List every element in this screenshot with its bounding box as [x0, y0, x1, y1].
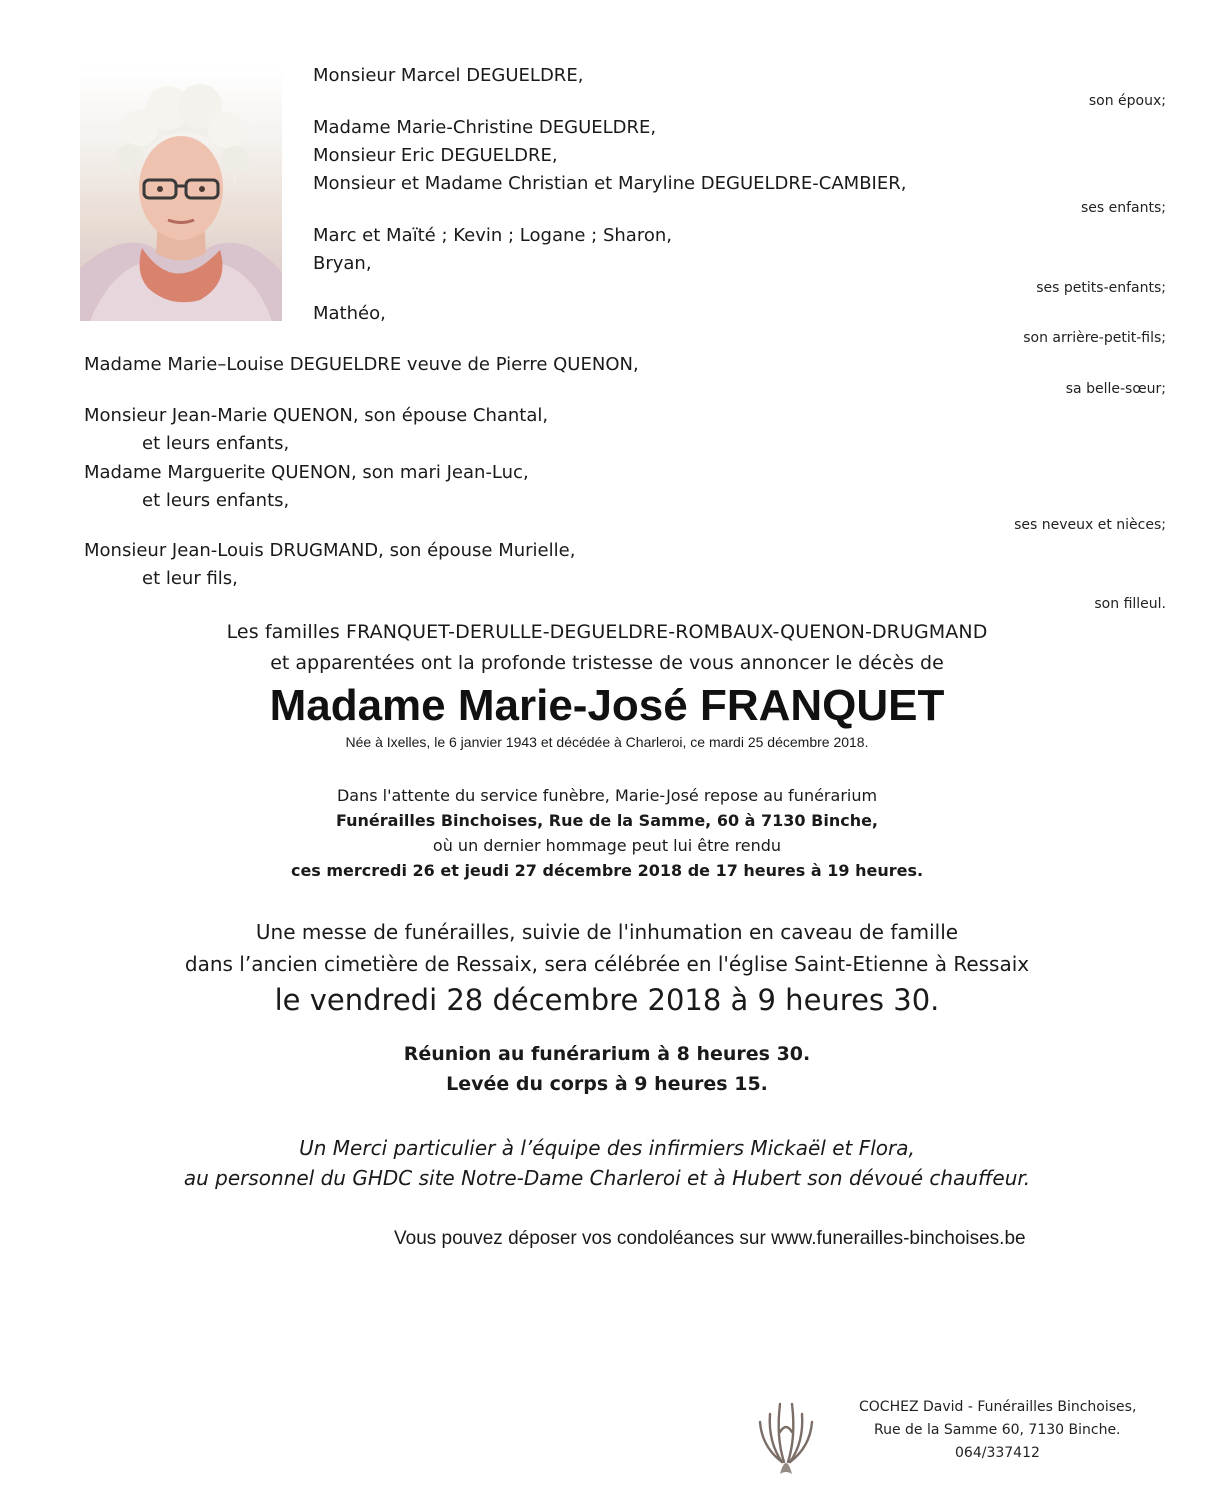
family-line-nephew-1: Monsieur Jean-Marie QUENON, son épouse Chantal,: [84, 405, 549, 426]
family-line-great-grandchild: Mathéo,: [313, 303, 386, 324]
family-line-niece-1-children: et leurs enfants,: [142, 490, 290, 511]
visitation-dates: ces mercredi 26 et jeudi 27 décembre 2018 de 17 heures à 19 heures.: [290, 861, 924, 880]
family-line-niece-1: Madame Marguerite QUENON, son mari Jean-Luc,: [84, 462, 529, 483]
family-line-godson: Monsieur Jean-Louis DRUGMAND, son épouse Murielle,: [84, 540, 576, 561]
portrait-photo: [80, 68, 282, 321]
visitation-tribute: où un dernier hommage peut lui être rendu: [432, 836, 782, 855]
schedule-departure: Levée du corps à 9 heures 15.: [446, 1073, 768, 1095]
relation-grandchildren: ses petits-enfants;: [1036, 280, 1166, 296]
visitation-intro: Dans l'attente du service funèbre, Marie-José repose au funérarium: [336, 786, 878, 805]
family-line-spouse: Monsieur Marcel DEGUELDRE,: [313, 65, 584, 86]
family-line-grandchildren-2: Bryan,: [313, 253, 372, 274]
announcement-families: Les familles FRANQUET-DERULLE-DEGUELDRE-ROMBAUX-QUENON-DRUGMAND: [226, 621, 988, 643]
birth-death-details: Née à Ixelles, le 6 janvier 1943 et décédée à Charleroi, ce mardi 25 décembre 2018.: [345, 734, 869, 750]
relation-nephews-nieces: ses neveux et nièces;: [1014, 517, 1166, 533]
phoenix-logo-icon: [752, 1392, 820, 1480]
family-line-child-2: Monsieur Eric DEGUELDRE,: [313, 145, 558, 166]
family-line-grandchildren-1: Marc et Maïté ; Kevin ; Logane ; Sharon,: [313, 225, 672, 246]
relation-spouse: son époux;: [1088, 93, 1166, 109]
relation-sister-in-law: sa belle-sœur;: [1065, 381, 1166, 397]
family-line-child-1: Madame Marie-Christine DEGUELDRE,: [313, 117, 657, 138]
schedule-gathering: Réunion au funérarium à 8 heures 30.: [403, 1043, 811, 1065]
relation-great-grandchild: son arrière-petit-fils;: [1023, 330, 1166, 346]
announcement-intro: et apparentées ont la profonde tristesse de vous annoncer le décès de: [270, 652, 944, 674]
relation-godson: son filleul.: [1094, 596, 1166, 612]
family-line-sister-in-law: Madame Marie–Louise DEGUELDRE veuve de Pierre QUENON,: [84, 354, 639, 375]
footer-phone: 064/337412: [955, 1445, 1040, 1461]
thanks-staff: au personnel du GHDC site Notre-Dame Charleroi et à Hubert son dévoué chauffeur.: [183, 1166, 1031, 1190]
relation-children: ses enfants;: [1080, 200, 1166, 216]
thanks-nurses: Un Merci particulier à l’équipe des infirmiers Mickaël et Flora,: [299, 1136, 915, 1160]
family-line-nephew-1-children: et leurs enfants,: [142, 433, 290, 454]
deceased-name: Madame Marie-José FRANQUET: [269, 681, 945, 730]
family-line-godson-son: et leur fils,: [142, 568, 238, 589]
footer-company: COCHEZ David - Funérailles Binchoises,: [859, 1399, 1137, 1415]
mass-intro: Une messe de funérailles, suivie de l'inhumation en caveau de famille: [255, 920, 959, 944]
mass-location: dans l’ancien cimetière de Ressaix, sera célébrée en l'église Saint-Etienne à Ressaix: [184, 952, 1030, 976]
condolences-link[interactable]: Vous pouvez déposer vos condoléances sur www.funerailles-binchoises.be: [394, 1228, 1026, 1249]
visitation-address: Funérailles Binchoises, Rue de la Samme, 60 à 7130 Binche,: [335, 811, 879, 830]
footer-address: Rue de la Samme 60, 7130 Binche.: [874, 1422, 1121, 1438]
mass-date: le vendredi 28 décembre 2018 à 9 heures 30.: [274, 983, 940, 1017]
family-line-child-3: Monsieur et Madame Christian et Maryline DEGUELDRE-CAMBIER,: [313, 173, 907, 194]
